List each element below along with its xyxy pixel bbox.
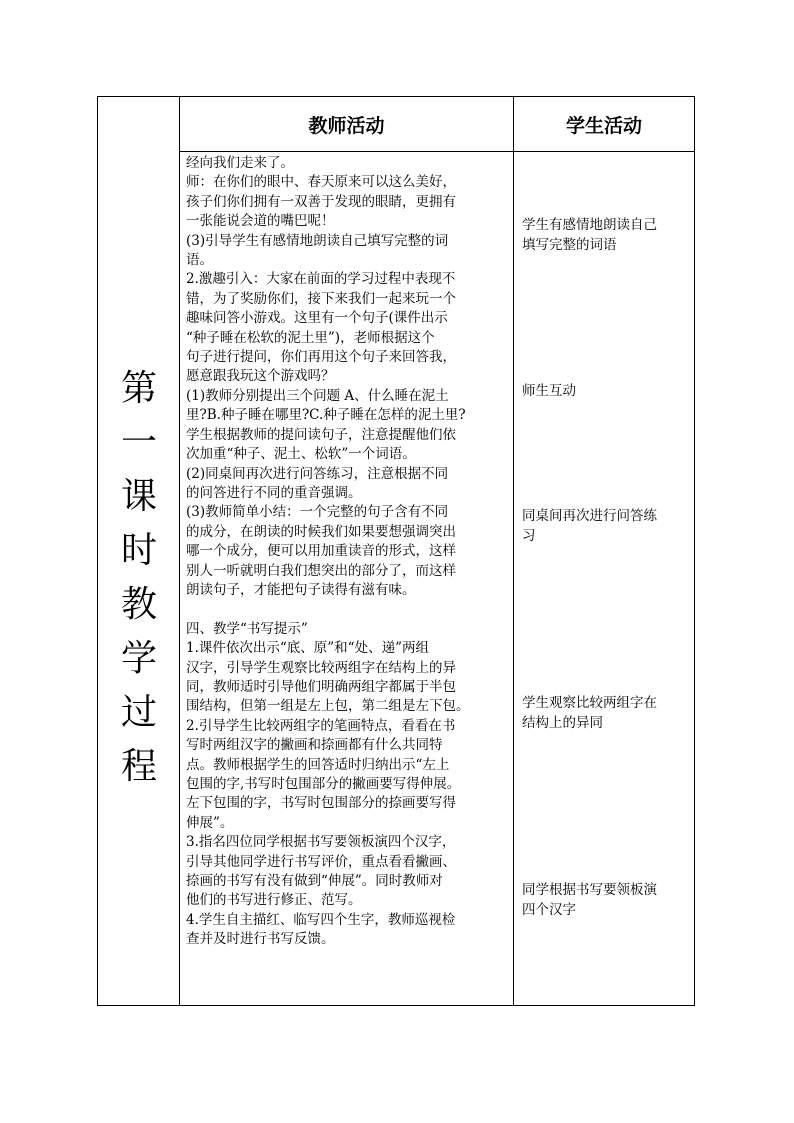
teacher-text-line: 他们的书写进行修正、范写。 xyxy=(186,892,362,909)
teacher-text-line: 点。教师根据学生的回答适时归纳出示“左上 xyxy=(186,756,450,773)
student-note-line: 习 xyxy=(522,527,536,544)
teacher-text-line: 愿意跟我玩这个游戏吗？ xyxy=(186,368,335,385)
student-note-line: 四个汉字 xyxy=(522,901,576,918)
student-note xyxy=(522,382,690,402)
teacher-text-line: “种子睡在松软的泥土里”)，老师根据这个 xyxy=(186,329,435,346)
teacher-text-line: (3)教师简单小结：一个完整的句子含有不同 xyxy=(186,504,449,521)
teacher-text-line: 2.激趣引入：大家在前面的学习过程中表现不 xyxy=(186,271,456,288)
student-note xyxy=(522,881,690,920)
teacher-activity-header: 教师活动 xyxy=(308,114,385,137)
teacher-text-line: 次加重“种子、泥土、松软”一个词语。 xyxy=(186,446,416,463)
teacher-text-line: 经向我们走来了。 xyxy=(186,155,294,171)
teacher-text-line: 学生根据教师的提问读句子，注意提醒他们依 xyxy=(186,426,456,443)
teacher-text-line xyxy=(186,600,508,619)
teacher-text-line: 句子进行提问，你们再用这个句子来回答我， xyxy=(186,349,456,366)
teacher-text-line: 朗读句子，才能把句子读得有滋有味。 xyxy=(186,581,416,598)
student-note-line: 填写完整的词语 xyxy=(522,236,617,253)
teacher-text-line: 查并及时进行书写反馈。 xyxy=(186,931,335,948)
teacher-text-line: 围结构，但第一组是左上包，第二组是左下包。 xyxy=(186,698,470,715)
teacher-text-line: 汉字，引导学生观察比较两组字在结构上的异 xyxy=(186,659,456,676)
teacher-text-line: 的问答进行不同的重音强调。 xyxy=(186,484,362,501)
teacher-text-line: 孩子们你们拥有一双善于发现的眼睛，更拥有 xyxy=(186,193,456,210)
teacher-text-line: 师：在你们的眼中、春天原来可以这么美好， xyxy=(186,174,456,191)
teacher-text-line: (1)教师分别提出三个问题 A、什么睡在泥土 xyxy=(186,387,449,404)
side-title-char: 程 xyxy=(120,746,157,787)
student-activity-header: 学生活动 xyxy=(565,114,642,137)
teacher-text-line: 引导其他同学进行书写评价，重点看看撇画、 xyxy=(186,853,456,870)
teacher-text-line: 一张能说会道的嘴巴呢！ xyxy=(186,213,335,230)
teacher-text-line: 左下包围的字，书写时包围部分的捺画要写得 xyxy=(186,795,456,812)
student-note xyxy=(522,216,690,255)
teacher-text-line: (2)同桌间再次进行问答练习，注意根据不同 xyxy=(186,465,449,482)
student-note-line: 学生有感情地朗读自己 xyxy=(522,217,657,233)
teacher-text-line: 里?B.种子睡在哪里?C.种子睡在怎样的泥土里? xyxy=(186,407,466,424)
column-divider-2 xyxy=(513,97,514,1005)
teacher-text-line: 趣味问答小游戏。这里有一个句子(课件出示 xyxy=(186,310,448,327)
student-note-line: 同桌间再次进行问答练 xyxy=(522,508,657,524)
teacher-text-line: 2.引导学生比较两组字的笔画特点，看看在书 xyxy=(186,717,456,734)
teacher-text-line: 错，为了奖励你们，接下来我们一起来玩一个 xyxy=(186,290,456,307)
side-title-char: 第 xyxy=(120,368,157,409)
side-title-char: 时 xyxy=(120,530,157,571)
teacher-text-line: 1.课件依次出示“底、原”和“处、递”两组 xyxy=(186,640,429,657)
student-note-line: 同学根据书写要领板演 xyxy=(522,882,657,898)
teacher-text-line: 的成分，在朗读的时候我们如果要想强调突出 xyxy=(186,523,456,540)
student-note xyxy=(522,694,690,733)
teacher-text-line: 语。 xyxy=(186,252,213,269)
student-note-line: 学生观察比较两组字在 xyxy=(522,695,657,711)
teacher-text-line: 包围的字,书写时包围部分的撇画要写得伸展。 xyxy=(186,775,461,792)
teacher-activity-text xyxy=(186,154,508,950)
teacher-text-line: 3.指名四位同学根据书写要领板演四个汉字， xyxy=(186,834,456,851)
side-title-char: 一 xyxy=(120,422,157,463)
student-note-line: 结构上的异同 xyxy=(522,714,603,731)
teacher-text-line: 写时两组汉字的撇画和捺画都有什么共同特 xyxy=(186,737,443,754)
teacher-text-line: (3)引导学生有感情地朗读自己填写完整的词 xyxy=(186,232,449,249)
teacher-text-line: 同，教师适时引导他们明确两组字都属于半包 xyxy=(186,678,456,695)
student-note-line: 师生互动 xyxy=(522,383,576,399)
teacher-text-line: 捺画的书写有没有做到“伸展”。同时教师对 xyxy=(186,873,443,890)
header-divider xyxy=(179,151,694,152)
teacher-text-line: 哪一个成分，便可以用加重读音的形式，这样 xyxy=(186,543,456,560)
teacher-text-line: 四、教学“书写提示” xyxy=(186,620,308,637)
teacher-text-line: 4.学生自主描红、临写四个生字，教师巡视检 xyxy=(186,911,456,928)
teacher-text-line: 伸展”。 xyxy=(186,814,234,831)
side-title-char: 学 xyxy=(120,638,157,679)
lesson-table xyxy=(97,96,695,1006)
side-title-char: 教 xyxy=(120,584,157,625)
side-title-char: 过 xyxy=(120,692,157,733)
student-note xyxy=(522,507,690,546)
teacher-text-line: 别人一听就明白我们想突出的部分了，而这样 xyxy=(186,562,456,579)
side-title-char: 课 xyxy=(120,476,157,517)
side-title xyxy=(98,151,180,1005)
